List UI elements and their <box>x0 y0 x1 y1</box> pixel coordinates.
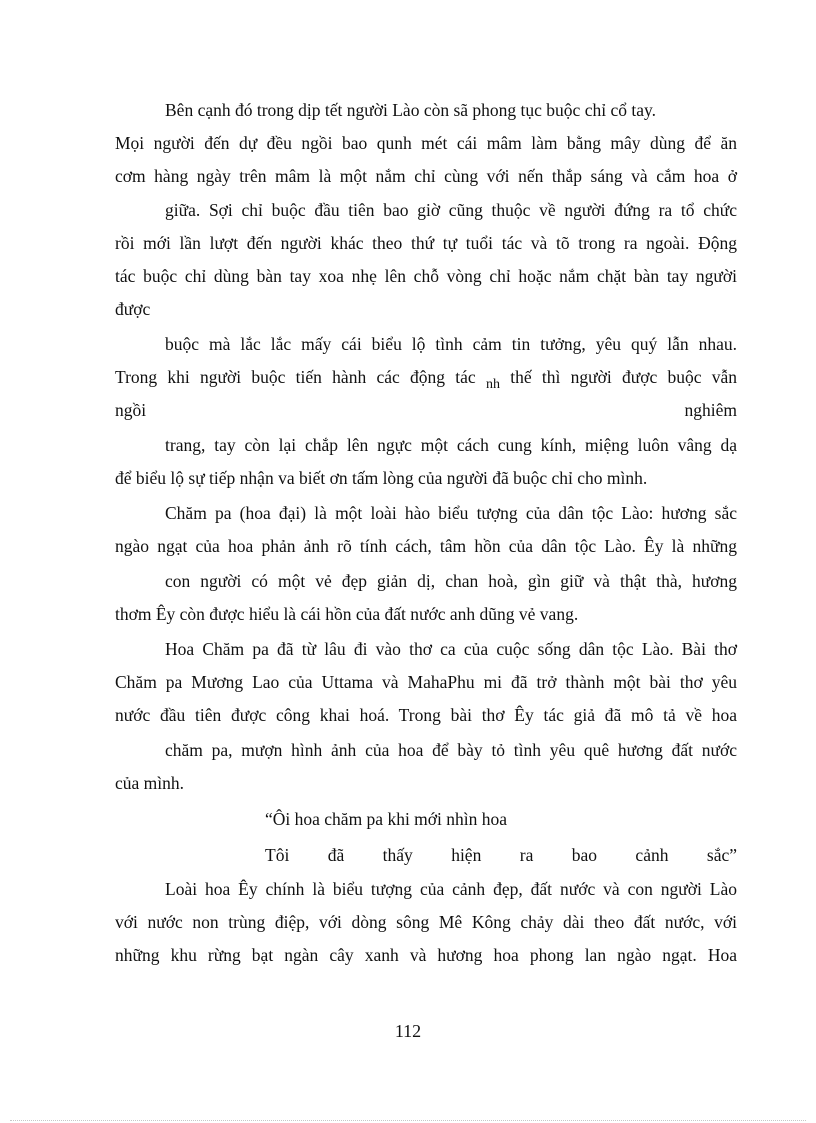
text-line: của mình. <box>115 773 185 793</box>
text-line: nghiêm <box>684 400 737 420</box>
text-line: Loài hoa Êy chính là biểu tượng của cảnh đẹp, đất nước và con người Lào <box>165 879 737 899</box>
text-line: trang, tay còn lại chắp lên ngực một cách cung kính, miệng luôn vâng dạ <box>165 435 737 455</box>
text-line-split <box>115 364 737 393</box>
footer-divider <box>10 1120 806 1121</box>
text-line: buộc mà lắc lắc mấy cái biểu lộ tình cảm tin tưởng, yêu quý lẫn nhau. <box>165 334 737 354</box>
text-line: cơm hàng ngày trên mâm là một nắm chỉ cùng với nến thắp sáng và cắm hoa ở <box>115 166 737 186</box>
text-fragment: Trong khi người buộc tiến hành các động tác <box>115 367 476 387</box>
text-line: Chăm pa Mương Lao của Uttama và MahaPhu mi đã trở thành một bài thơ yêu <box>115 672 737 692</box>
text-fragment-subscript: nh <box>485 377 500 392</box>
text-line: chăm pa, mượn hình ảnh của hoa để bày tỏ tình yêu quê hương đất nước <box>165 740 737 760</box>
text-line: để biểu lộ sự tiếp nhận va biết ơn tấm lòng của người đã buộc chỉ cho mình. <box>115 468 648 488</box>
text-line: với nước non trùng điệp, với dòng sông Mê Kông chảy dài theo đất nước, với <box>115 912 737 932</box>
text-line: Bên cạnh đó trong dịp tết người Lào còn sã phong tục buộc chỉ cổ tay. <box>165 100 656 120</box>
text-line: nước đầu tiên được công khai hoá. Trong bài thơ Êy tác giả đã mô tả về hoa <box>115 705 737 725</box>
text-fragment: thế thì người được buộc vẫn <box>510 367 738 387</box>
text-line: rồi mới lần lượt đến người khác theo thứ tự tuổi tác và tõ trong ra ngoài. Động <box>115 233 737 253</box>
text-line: Chăm pa (hoa đại) là một loài hào biểu tượng của dân tộc Lào: hương sắc <box>165 503 737 523</box>
text-line: ngào ngạt của hoa phản ảnh rõ tính cách, tâm hồn của dân tộc Lào. Êy là những <box>115 536 737 556</box>
text-line: Hoa Chăm pa đã từ lâu đi vào thơ ca của cuộc sống dân tộc Lào. Bài thơ <box>165 639 737 659</box>
text-line: giữa. Sợi chỉ buộc đầu tiên bao giờ cũng thuộc về người đứng ra tổ chức <box>165 200 737 220</box>
text-line: những khu rừng bạt ngàn cây xanh và hương hoa phong lan ngào ngạt. Hoa <box>115 945 737 965</box>
text-line: thơm Êy còn được hiểu là cái hồn của đất nước anh dũng vẻ vang. <box>115 604 579 624</box>
poem-line: Tôi đã thấy hiện ra bao cảnh sắc” <box>265 845 737 865</box>
text-line: ngồi <box>115 400 147 420</box>
page-number: 112 <box>394 1021 422 1041</box>
text-line: được <box>115 299 151 319</box>
text-line: con người có một vẻ đẹp giản dị, chan hoà, gìn giữ và thật thà, hương <box>165 571 737 591</box>
poem-line: “Ôi hoa chăm pa khi mới nhìn hoa <box>265 809 508 829</box>
text-line: tác buộc chỉ dùng bàn tay xoa nhẹ lên chỗ vòng chỉ hoặc nắm chặt bàn tay người <box>115 266 737 286</box>
text-line: Mọi người đến dự đều ngồi bao qunh mét cái mâm làm bằng mây dùng để ăn <box>115 133 737 153</box>
